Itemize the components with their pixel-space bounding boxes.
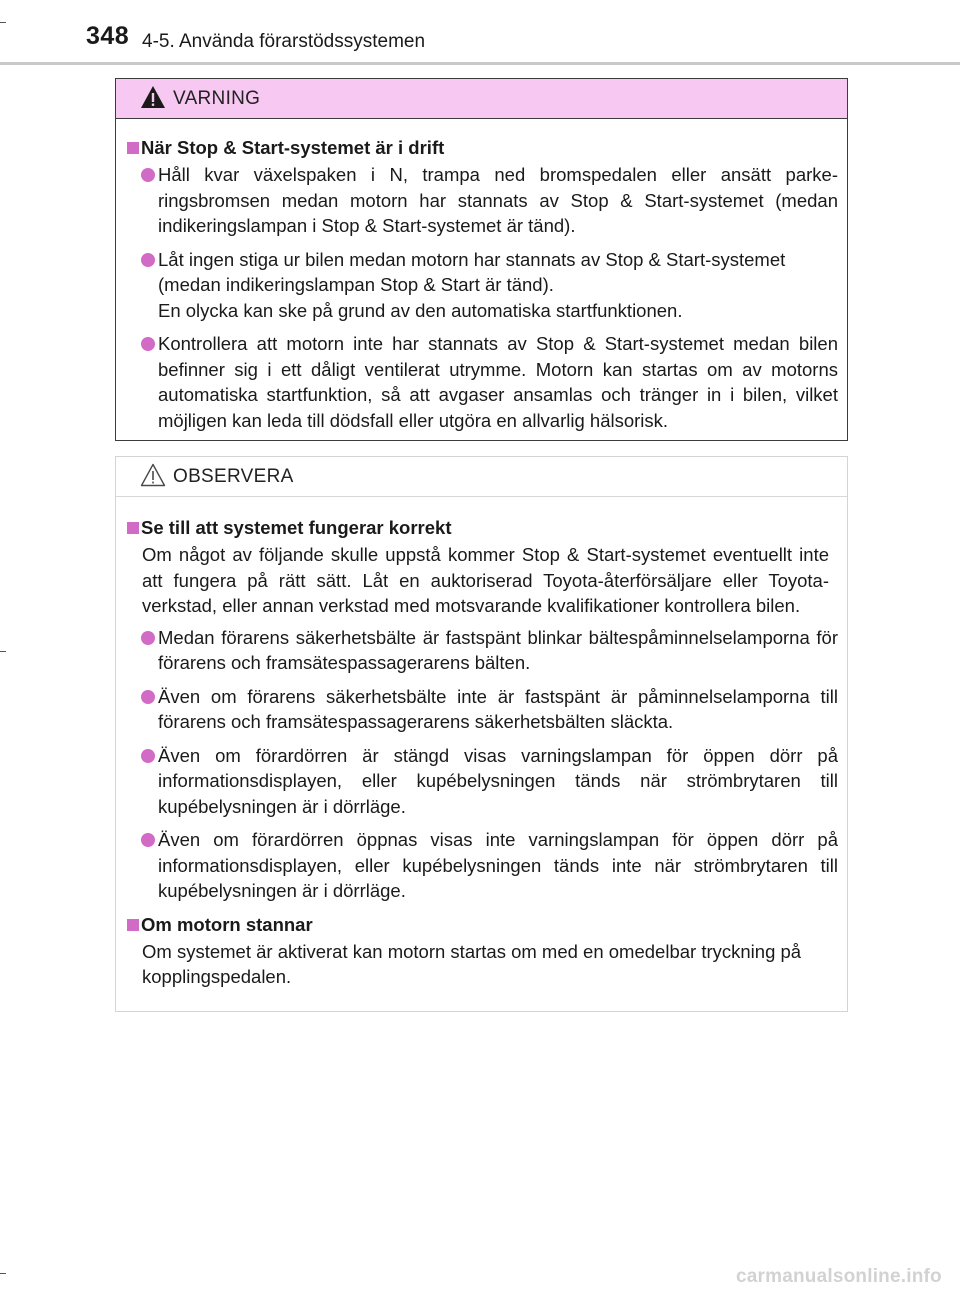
notice-bullet-text: Även om förarens säkerhetsbälte inte är fastspänt är påminnelselamporna till förarens och framsätespassagerarens säkerhetsbälten släckta. <box>158 685 838 732</box>
warning-bullet-text: Håll kvar växelspaken i N, trampa ned bromspedalen eller ansätt parkeringsbromsen medan motorn har stannats av Stop & Start-systemet (medan indikeringslampan i Stop & Start-systemet är tänd). <box>158 164 838 236</box>
warning-bullet <box>116 247 847 324</box>
crop-mark <box>0 1273 6 1274</box>
notice-heading <box>116 912 847 937</box>
notice-bullet-text: Även om förardörren öppnas visas inte varningslampan för öppen dörr på informationsdisplayen, eller kupébelysningen tänds inte när strömbrytaren till kupébelysningen är i dörrläge. <box>158 829 838 901</box>
circle-bullet-icon <box>141 749 155 763</box>
square-bullet-icon <box>127 522 139 534</box>
warning-bullet-extra: En olycka kan ske på grund av den automatiska startfunktionen. <box>158 299 683 321</box>
notice-bullet <box>116 625 847 676</box>
warning-box <box>115 78 848 441</box>
notice-paragraph: Om systemet är aktiverat kan motorn startas om med en omedelbar tryckning på kopplingspedalen. <box>142 940 802 987</box>
crop-mark <box>0 22 6 23</box>
warning-bullet <box>116 162 847 239</box>
warning-content <box>116 135 847 441</box>
watermark: carmanualsonline.info <box>736 1266 942 1287</box>
warning-header <box>116 79 847 119</box>
square-bullet-icon <box>127 919 139 931</box>
circle-bullet-icon <box>141 253 155 267</box>
header-rule <box>0 62 960 65</box>
circle-bullet-icon <box>141 631 155 645</box>
section-title: 4-5. Använda förarstödssystemen <box>142 31 426 52</box>
notice-heading-text: Se till att systemet fungerar korrekt <box>141 517 452 538</box>
notice-content <box>116 515 847 996</box>
notice-heading-text: Om motorn stannar <box>141 913 313 935</box>
notice-header <box>116 457 847 497</box>
notice-heading <box>116 515 847 540</box>
warning-heading-text: När Stop & Start-systemet är i drift <box>141 137 445 158</box>
warning-triangle-icon <box>140 85 166 109</box>
circle-bullet-icon <box>141 168 155 182</box>
warning-bullet-text: Låt ingen stiga ur bilen medan motorn har stannats av Stop & Start-systemet (medan indikeringslampan Stop & Start är tänd). <box>158 248 786 295</box>
caution-triangle-icon <box>140 463 166 487</box>
notice-bullet <box>116 684 847 735</box>
notice-label: OBSERVERA <box>173 466 294 487</box>
warning-heading <box>116 135 847 160</box>
warning-bullet <box>116 331 847 433</box>
page-number: 348 <box>86 22 130 50</box>
square-bullet-icon <box>127 142 139 154</box>
notice-intro: Om något av följande skulle uppstå kommer Stop & Start-systemet eventuellt inte att fungera på rätt sätt. Låt en auktoriserad Toyota-återförsäljare eller Toyota-verkstad, eller annan verkstad med motsvarande kvalifikationer kontrollera bilen. <box>142 544 829 616</box>
notice-bullet-text: Medan förarens säkerhetsbälte är fastspänt blinkar bältespåminnelselamporna för förarens och framsätespassagerarens bälten. <box>158 626 838 673</box>
warning-label: VARNING <box>173 88 261 109</box>
notice-bullet <box>116 827 847 904</box>
circle-bullet-icon <box>141 690 155 704</box>
warning-bullet-text: Kontrollera att motorn inte har stannats av Stop & Start-systemet medan bilen befinner sig i ett dåligt ventilerat utrymme. Motorn kan startas om av motorns automatiska startfunktion, så att avgaser ansamlas och tränger in i bilen, vilket möjligen kan leda till dödsfall eller utgöra en allvarlig hälsorisk. <box>158 333 838 431</box>
notice-box <box>115 456 848 1012</box>
notice-bullet-text: Även om förardörren är stängd visas varningslampan för öppen dörr på informationsdisplayen, eller kupébelysningen tänds när strömbrytaren till kupébelysningen är i dörrläge. <box>158 744 838 817</box>
circle-bullet-icon <box>141 833 155 847</box>
circle-bullet-icon <box>141 337 155 351</box>
crop-mark <box>0 651 6 652</box>
notice-bullet <box>116 743 847 820</box>
